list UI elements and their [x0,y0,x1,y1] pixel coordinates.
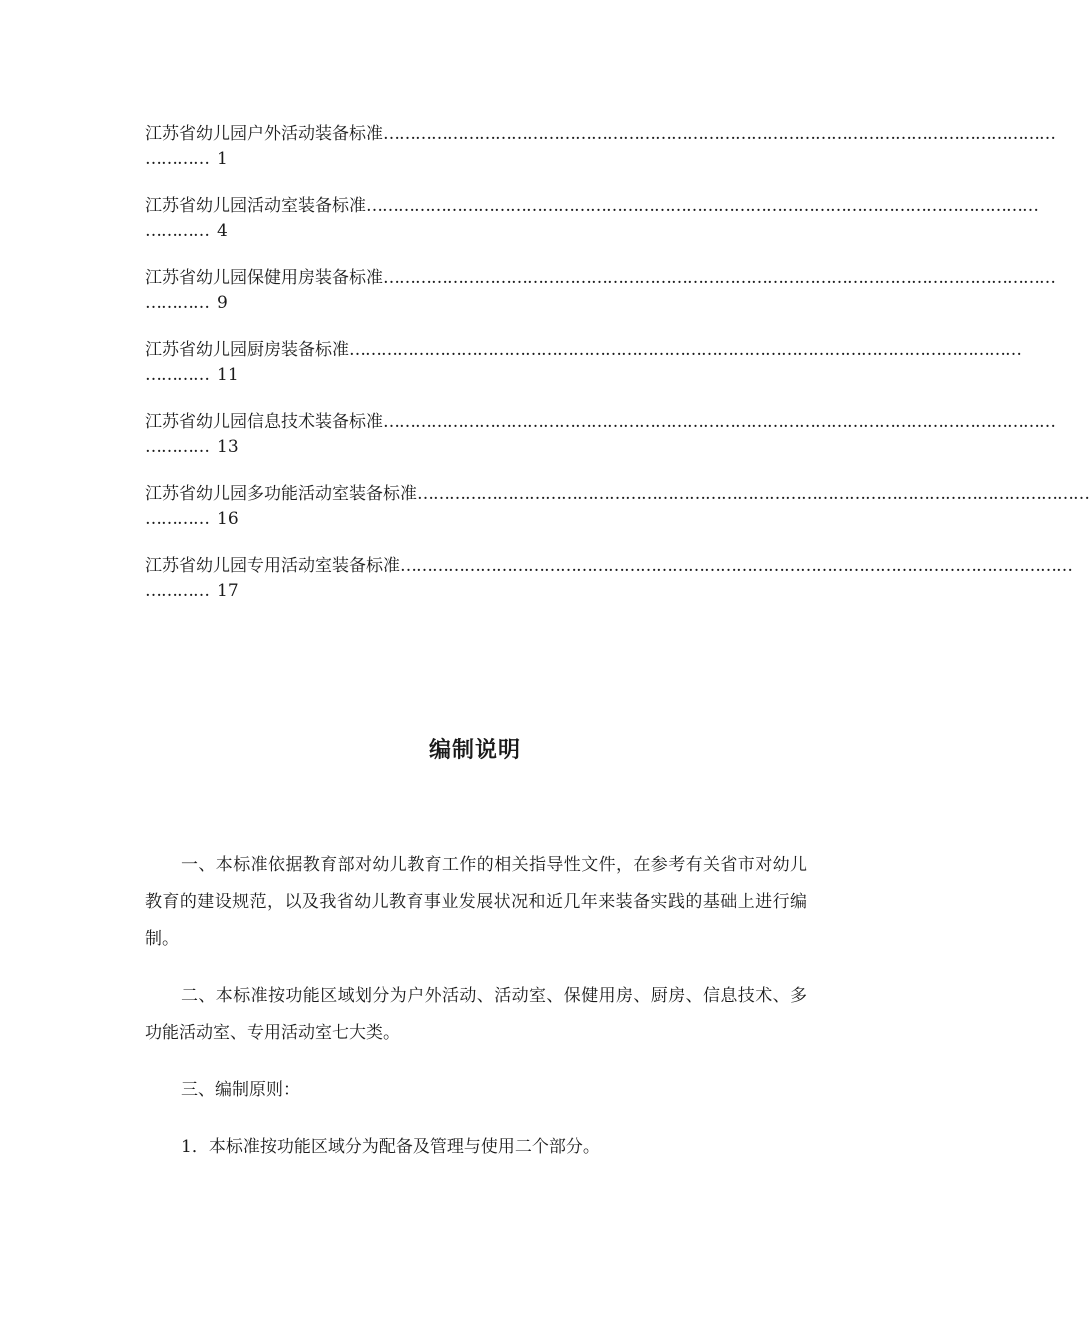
toc-page-number: 11 [217,365,239,385]
toc-line [145,266,1055,291]
paragraph: 三、编制原则： [181,1080,300,1100]
paragraph: 一、本标准依据教育部对幼儿教育工作的相关指导性文件，在参考有关省市对幼儿教育的建设规范，以及我省幼儿教育事业发展状况和近几年来装备实践的基础上进行编制。 [145,855,807,949]
toc-line [145,363,805,388]
toc-entry[interactable] [145,554,1072,626]
toc-leader: ………… [145,581,209,601]
toc-line [145,219,805,244]
toc-leader: ………… [145,293,209,313]
toc-leader: ………… [145,509,209,529]
table-of-contents [145,122,1089,626]
toc-entry[interactable] [145,410,1055,482]
toc-title: 江苏省幼儿园专用活动室装备标准 [145,556,400,576]
toc-line [145,435,805,460]
toc-leader: ………… [145,221,209,241]
toc-title: 江苏省幼儿园多功能活动室装备标准 [145,484,417,504]
toc-title: 江苏省幼儿园活动室装备标准 [145,196,366,216]
body-text [145,847,807,1186]
toc-leader: ……………………………………………………………………………………………………………… [400,556,1072,576]
section-heading: 编制说明 [428,737,521,763]
toc-line [145,147,805,172]
toc-entry[interactable] [145,482,1089,554]
toc-entry[interactable] [145,338,1021,410]
toc-leader: ……………………………………………………………………………………………………………… [383,268,1055,288]
toc-line [145,338,1021,363]
toc-line [145,291,805,316]
toc-leader: ………… [145,437,209,457]
toc-page-number: 4 [217,221,228,241]
toc-leader: ……………………………………………………………………………………………………………… [383,124,1055,144]
toc-leader: ………… [145,365,209,385]
toc-title: 江苏省幼儿园户外活动装备标准 [145,124,383,144]
toc-title: 江苏省幼儿园信息技术装备标准 [145,412,383,432]
toc-entry[interactable] [145,122,1055,194]
toc-entry[interactable] [145,266,1055,338]
toc-leader: ……………………………………………………………………………………………………………… [366,196,1038,216]
toc-title: 江苏省幼儿园保健用房装备标准 [145,268,383,288]
toc-leader: ……………………………………………………………………………………………………………… [349,340,1021,360]
toc-line [145,554,1072,579]
toc-line [145,507,805,532]
toc-leader: ……………………………………………………………………………………………………………… [417,484,1089,504]
toc-leader: ………… [145,149,209,169]
toc-page-number: 13 [217,437,239,457]
toc-line [145,410,1055,435]
toc-leader: ……………………………………………………………………………………………………………… [383,412,1055,432]
toc-page-number: 16 [217,509,239,529]
toc-line [145,482,1089,507]
toc-line [145,579,805,604]
toc-title: 江苏省幼儿园厨房装备标准 [145,340,349,360]
toc-line [145,194,1038,219]
toc-page-number: 17 [217,581,239,601]
toc-entry[interactable] [145,194,1038,266]
toc-page-number: 9 [217,293,228,313]
toc-line [145,122,1055,147]
toc-page-number: 1 [217,149,228,169]
paragraph: 二、本标准按功能区域划分为户外活动、活动室、保健用房、厨房、信息技术、多功能活动室、专用活动室七大类。 [145,986,807,1043]
paragraph: 1．本标准按功能区域分为配备及管理与使用二个部分。 [181,1137,600,1157]
